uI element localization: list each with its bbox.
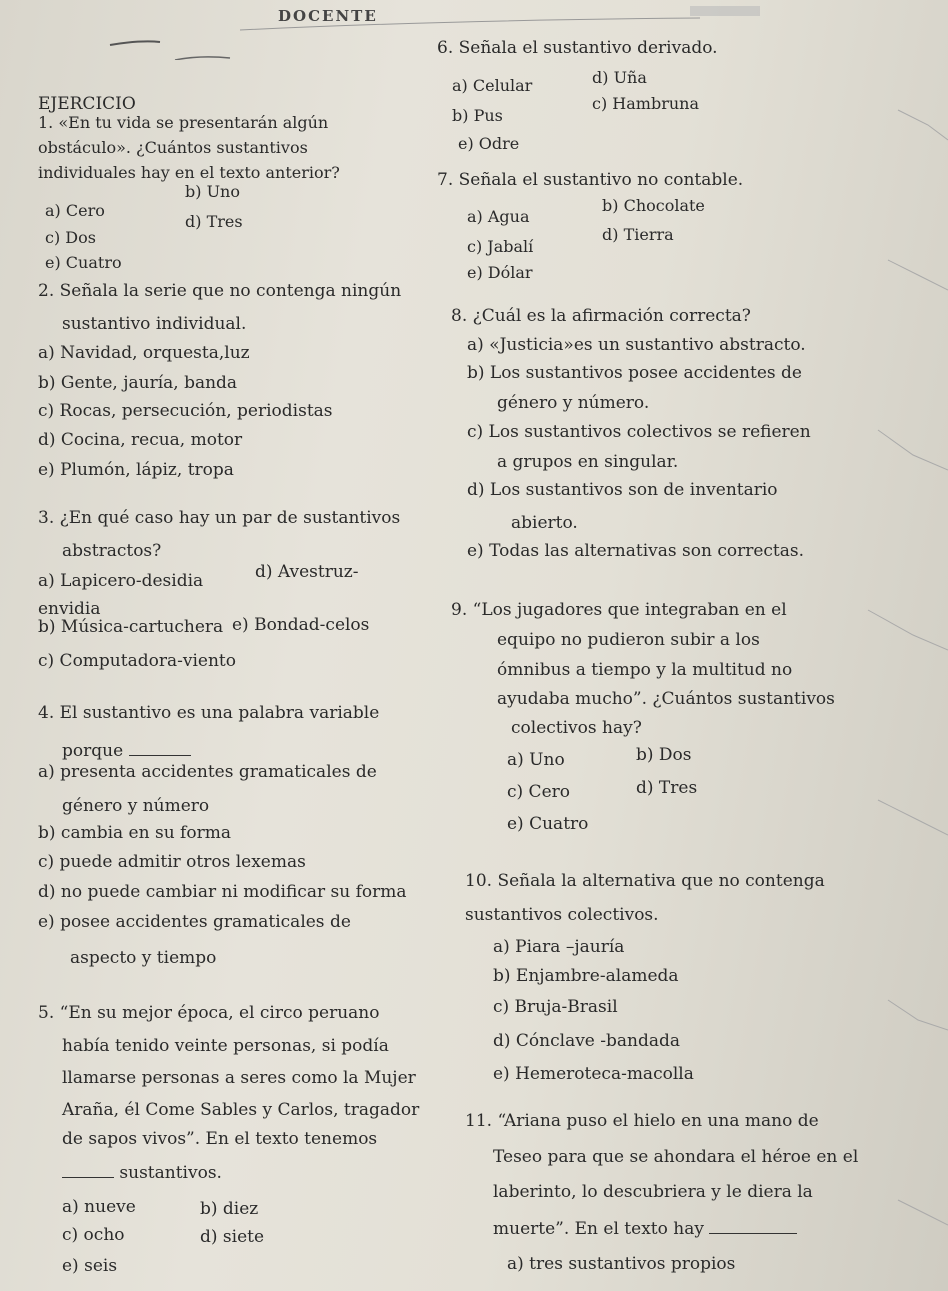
q11-line-4-text: muerte”. En el texto hay <box>493 1219 704 1239</box>
q8-option-b-cont: género y número. <box>497 393 650 413</box>
q1-option-b: b) Uno <box>185 182 240 201</box>
q3-option-b: b) Música-cartuchera <box>38 617 224 637</box>
q5-answer-blank[interactable] <box>62 1163 114 1178</box>
q3-option-a: a) Lapicero-desidia <box>38 571 204 591</box>
q1-option-c: c) Dos <box>45 228 96 247</box>
q9-line-2: equipo no pudieron subir a los <box>497 630 760 650</box>
q2-line-2: sustantivo individual. <box>62 314 247 334</box>
q9-option-a: a) Uno <box>507 750 565 770</box>
q4-option-c: c) puede admitir otros lexemas <box>38 852 306 872</box>
q10-option-c: c) Bruja-Brasil <box>493 997 618 1017</box>
q9-line-5: colectivos hay? <box>511 718 642 738</box>
q8-option-d-cont: abierto. <box>511 513 578 533</box>
q11-line-2: Teseo para que se ahondara el héroe en el <box>493 1147 859 1167</box>
q2-option-d: d) Cocina, recua, motor <box>38 430 243 450</box>
q10-option-d: d) Cónclave -bandada <box>493 1031 681 1051</box>
q5-line-5: de sapos vivos”. En el texto tenemos <box>62 1129 378 1149</box>
q6-option-e: e) Odre <box>458 134 520 153</box>
q4-line-1: 4. El sustantivo es una palabra variable <box>38 703 380 723</box>
q11-answer-blank[interactable] <box>709 1219 797 1234</box>
q2-option-b: b) Gente, jauría, banda <box>38 373 238 393</box>
q6-option-b: b) Pus <box>452 106 503 125</box>
q5-line-2: había tenido veinte personas, si podía <box>62 1036 389 1056</box>
q3-option-d: d) Avestruz- <box>255 562 359 582</box>
q11-line-4 <box>493 1219 797 1239</box>
q8-option-d: d) Los sustantivos son de inventario <box>467 480 778 500</box>
q6-option-d: d) Uña <box>592 68 647 87</box>
q7-option-c: c) Jabalí <box>467 237 534 256</box>
q4-option-a: a) presenta accidentes gramaticales de <box>38 762 377 782</box>
q2-line-1: 2. Señala la serie que no contenga ningún <box>38 281 402 301</box>
q4-option-a-cont: género y número <box>62 796 210 816</box>
page-header <box>0 0 948 40</box>
q5-option-e: e) seis <box>62 1256 118 1276</box>
q2-option-e: e) Plumón, lápiz, tropa <box>38 460 234 480</box>
q4-option-e-cont: aspecto y tiempo <box>70 948 217 968</box>
q7-option-a: a) Agua <box>467 207 530 226</box>
q9-line-1: 9. “Los jugadores que integraban en el <box>451 600 787 620</box>
q1-option-e: e) Cuatro <box>45 253 122 272</box>
q5-line-6 <box>62 1163 222 1183</box>
q4-option-d: d) no puede cambiar ni modificar su forma <box>38 882 407 902</box>
q9-option-c: c) Cero <box>507 782 570 802</box>
q4-option-e: e) posee accidentes gramaticales de <box>38 912 351 932</box>
q8-option-a: a) «Justicia»es un sustantivo abstracto. <box>467 335 806 355</box>
q3-line-2: abstractos? <box>62 541 162 561</box>
q7-option-e: e) Dólar <box>467 263 533 282</box>
section-label: EJERCICIO <box>38 94 136 114</box>
q5-line-1: 5. “En su mejor época, el circo peruano <box>38 1003 380 1023</box>
q4-option-b: b) cambia en su forma <box>38 823 231 843</box>
q1-option-a: a) Cero <box>45 201 105 220</box>
q7-option-b: b) Chocolate <box>602 196 705 215</box>
q9-option-e: e) Cuatro <box>507 814 589 834</box>
q11-line-3: laberinto, lo descubriera y le diera la <box>493 1182 813 1202</box>
q1-line-1: 1. «En tu vida se presentarán algún <box>38 113 329 132</box>
q11-line-1: 11. “Ariana puso el hielo en una mano de <box>465 1111 819 1131</box>
q4-line-2 <box>62 741 191 761</box>
q2-option-c: c) Rocas, persecución, periodistas <box>38 401 333 421</box>
q3-option-c: c) Computadora-viento <box>38 651 236 671</box>
q5-option-b: b) diez <box>200 1199 259 1219</box>
q5-option-c: c) ocho <box>62 1225 125 1245</box>
q8-option-e: e) Todas las alternativas son correctas. <box>467 541 805 561</box>
q7-line: 7. Señala el sustantivo no contable. <box>437 170 744 190</box>
q1-option-d: d) Tres <box>185 212 243 231</box>
page-fold-decoration <box>858 0 948 1291</box>
q9-line-4: ayudaba mucho”. ¿Cuántos sustantivos <box>497 689 835 709</box>
q5-line-4: Araña, él Come Sables y Carlos, tragador <box>62 1100 420 1120</box>
q6-line: 6. Señala el sustantivo derivado. <box>437 38 718 58</box>
q6-option-a: a) Celular <box>452 76 533 95</box>
q5-option-a: a) nueve <box>62 1197 136 1217</box>
q5-line-3: llamarse personas a seres como la Mujer <box>62 1068 416 1088</box>
q7-option-d: d) Tierra <box>602 225 674 244</box>
q6-option-c: c) Hambruna <box>592 94 699 113</box>
q11-option-a: a) tres sustantivos propios <box>507 1254 736 1274</box>
q2-option-a: a) Navidad, orquesta,luz <box>38 343 250 363</box>
q3-option-d-cont: envidia <box>38 599 101 619</box>
q5-line-6-text: sustantivos. <box>119 1163 222 1183</box>
q5-option-d: d) siete <box>200 1227 265 1247</box>
q9-option-b: b) Dos <box>636 745 692 765</box>
q9-line-3: ómnibus a tiempo y la multitud no <box>497 660 793 680</box>
q9-option-d: d) Tres <box>636 778 698 798</box>
q4-answer-blank[interactable] <box>129 741 191 756</box>
q1-line-2: obstáculo». ¿Cuántos sustantivos <box>38 138 308 157</box>
q3-option-e: e) Bondad-celos <box>232 615 370 635</box>
q8-line: 8. ¿Cuál es la afirmación correcta? <box>451 306 751 326</box>
q8-option-c: c) Los sustantivos colectivos se refieren <box>467 422 811 442</box>
q3-line-1: 3. ¿En qué caso hay un par de sustantivos <box>38 508 401 528</box>
q10-option-b: b) Enjambre-alameda <box>493 966 679 986</box>
q10-option-e: e) Hemeroteca-macolla <box>493 1064 694 1084</box>
q8-option-b: b) Los sustantivos posee accidentes de <box>467 363 802 383</box>
q4-line-2-text: porque <box>62 741 124 761</box>
q10-option-a: a) Piara –jauría <box>493 937 625 957</box>
q1-line-3: individuales hay en el texto anterior? <box>38 163 340 182</box>
q10-line-1: 10. Señala la alternativa que no contenga <box>465 871 825 891</box>
q10-line-2: sustantivos colectivos. <box>465 905 659 925</box>
header-title: DOCENTE <box>278 7 378 25</box>
q8-option-c-cont: a grupos en singular. <box>497 452 679 472</box>
